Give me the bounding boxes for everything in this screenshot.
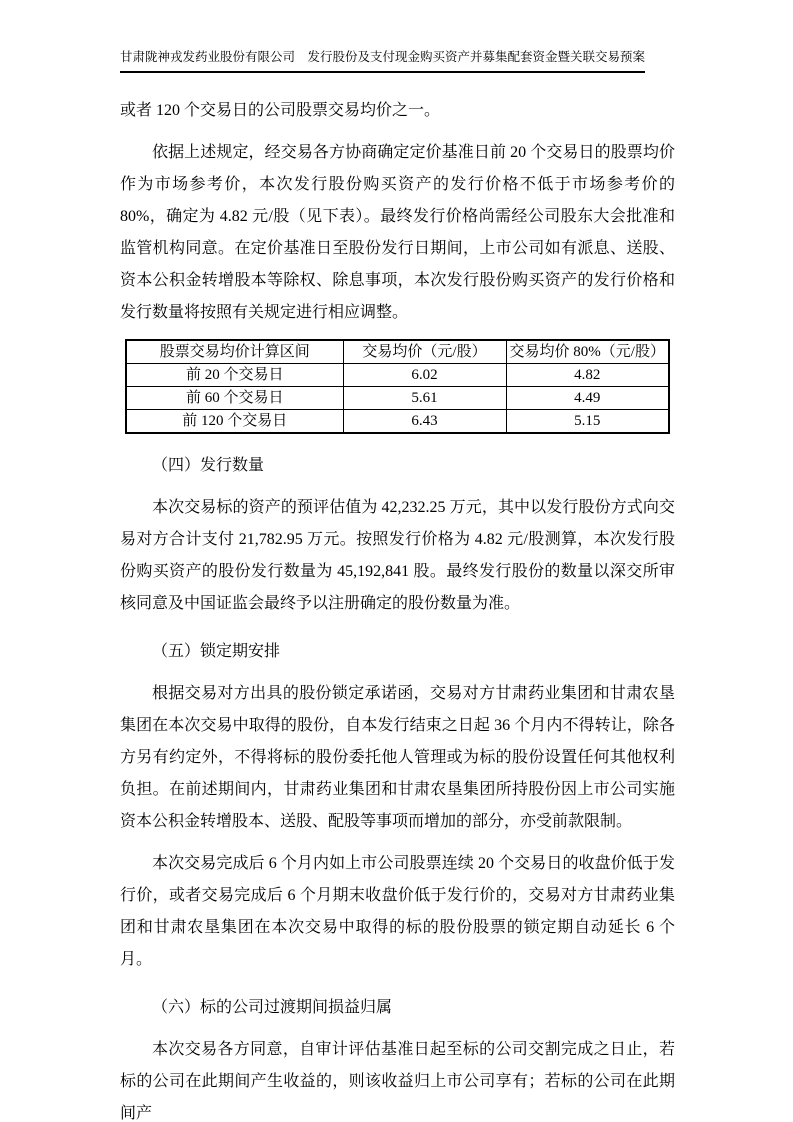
- table-cell-avg-price: 6.02: [343, 364, 506, 387]
- page-header: [120, 48, 645, 73]
- paragraph-issue-quantity: 本次交易标的资产的预评估值为 42,232.25 万元，其中以发行股份方式向交易对方合计支付 21,782.95 万元。按照发行价格为 4.82 元/股测算，本次发行股份购买资产的股份发行数量为 45,192,841 股。最终发行股份的数量以深交所审核同意及中国证监会最终予以注册确定的股份数量为准。: [120, 499, 675, 612]
- table-cell-avg-price-80: 4.49: [506, 387, 669, 410]
- table-row: [126, 387, 669, 410]
- section-heading-lockup: （五）锁定期安排: [152, 643, 281, 660]
- paragraph-carryover: 或者 120 个交易日的公司股票交易均价之一。: [120, 102, 441, 119]
- paragraph-profit-loss: 本次交易各方同意，自审计评估基准日起至标的公司交割完成之日止，若标的公司在此期间产生收益的，则该收益归上市公司享有；若标的公司在此期间产: [120, 1041, 675, 1122]
- price-table-header-avg-price: 交易均价（元/股）: [343, 340, 506, 364]
- section-heading-issue-quantity: （四）发行数量: [152, 457, 265, 474]
- table-row: [126, 410, 669, 434]
- table-row: [126, 364, 669, 387]
- section-heading-profit-loss: （六）标的公司过渡期间损益归属: [152, 999, 393, 1016]
- price-table-header-avg-price-80: 交易均价 80%（元/股）: [506, 340, 669, 364]
- paragraph-lockup-commitment: 根据交易对方出具的股份锁定承诺函，交易对方甘肃药业集团和甘肃农垦集团在本次交易中取得的股份，自本发行结束之日起 36 个月内不得转让，除各方另有约定外，不得将标的股份委托他人管理或为标的股份设置任何其他权利负担。在前述期间内，甘肃药业集团和甘肃农垦集团所持股份因上市公司实施资本公积金转增股本、送股、配股等事项而增加的部分，亦受前款限制。: [120, 685, 675, 830]
- price-table-header-row: [126, 340, 669, 364]
- header-company-name: 甘肃陇神戎发药业股份有限公司: [120, 50, 296, 64]
- header-doc-title: 发行股份及支付现金购买资产并募集配套资金暨关联交易预案: [307, 50, 646, 64]
- table-cell-avg-price-80: 5.15: [506, 410, 669, 434]
- table-cell-avg-price-80: 4.82: [506, 364, 669, 387]
- table-cell-avg-price: 5.61: [343, 387, 506, 410]
- price-table-header-interval: 股票交易均价计算区间: [126, 340, 343, 364]
- price-table: [125, 339, 670, 434]
- paragraph-lockup-extension: 本次交易完成后 6 个月内如上市公司股票连续 20 个交易日的收盘价低于发行价，或者交易完成后 6 个月期末收盘价低于发行价的，交易对方甘肃药业集团和甘肃农垦集团在本次交易中取得的标的股份股票的锁定期自动延长 6 个月。: [120, 855, 675, 968]
- table-cell-interval: 前 20 个交易日: [126, 364, 343, 387]
- table-cell-avg-price: 6.43: [343, 410, 506, 434]
- table-cell-interval: 前 120 个交易日: [126, 410, 343, 434]
- table-cell-interval: 前 60 个交易日: [126, 387, 343, 410]
- paragraph-pricing-basis: 依据上述规定，经交易各方协商确定定价基准日前 20 个交易日的股票均价作为市场参考价，本次发行股份购买资产的发行价格不低于市场参考价的 80%，确定为 4.82 元/股（见下表）。最终发行价格尚需经公司股东大会批准和监管机构同意。在定价基准日至股份发行日期间，上市公司如有派息、送股、资本公积金转增股本等除权、除息事项，本次发行股份购买资产的发行价格和发行数量将按照有关规定进行相应调整。: [120, 144, 675, 321]
- document-content: [120, 95, 675, 1122]
